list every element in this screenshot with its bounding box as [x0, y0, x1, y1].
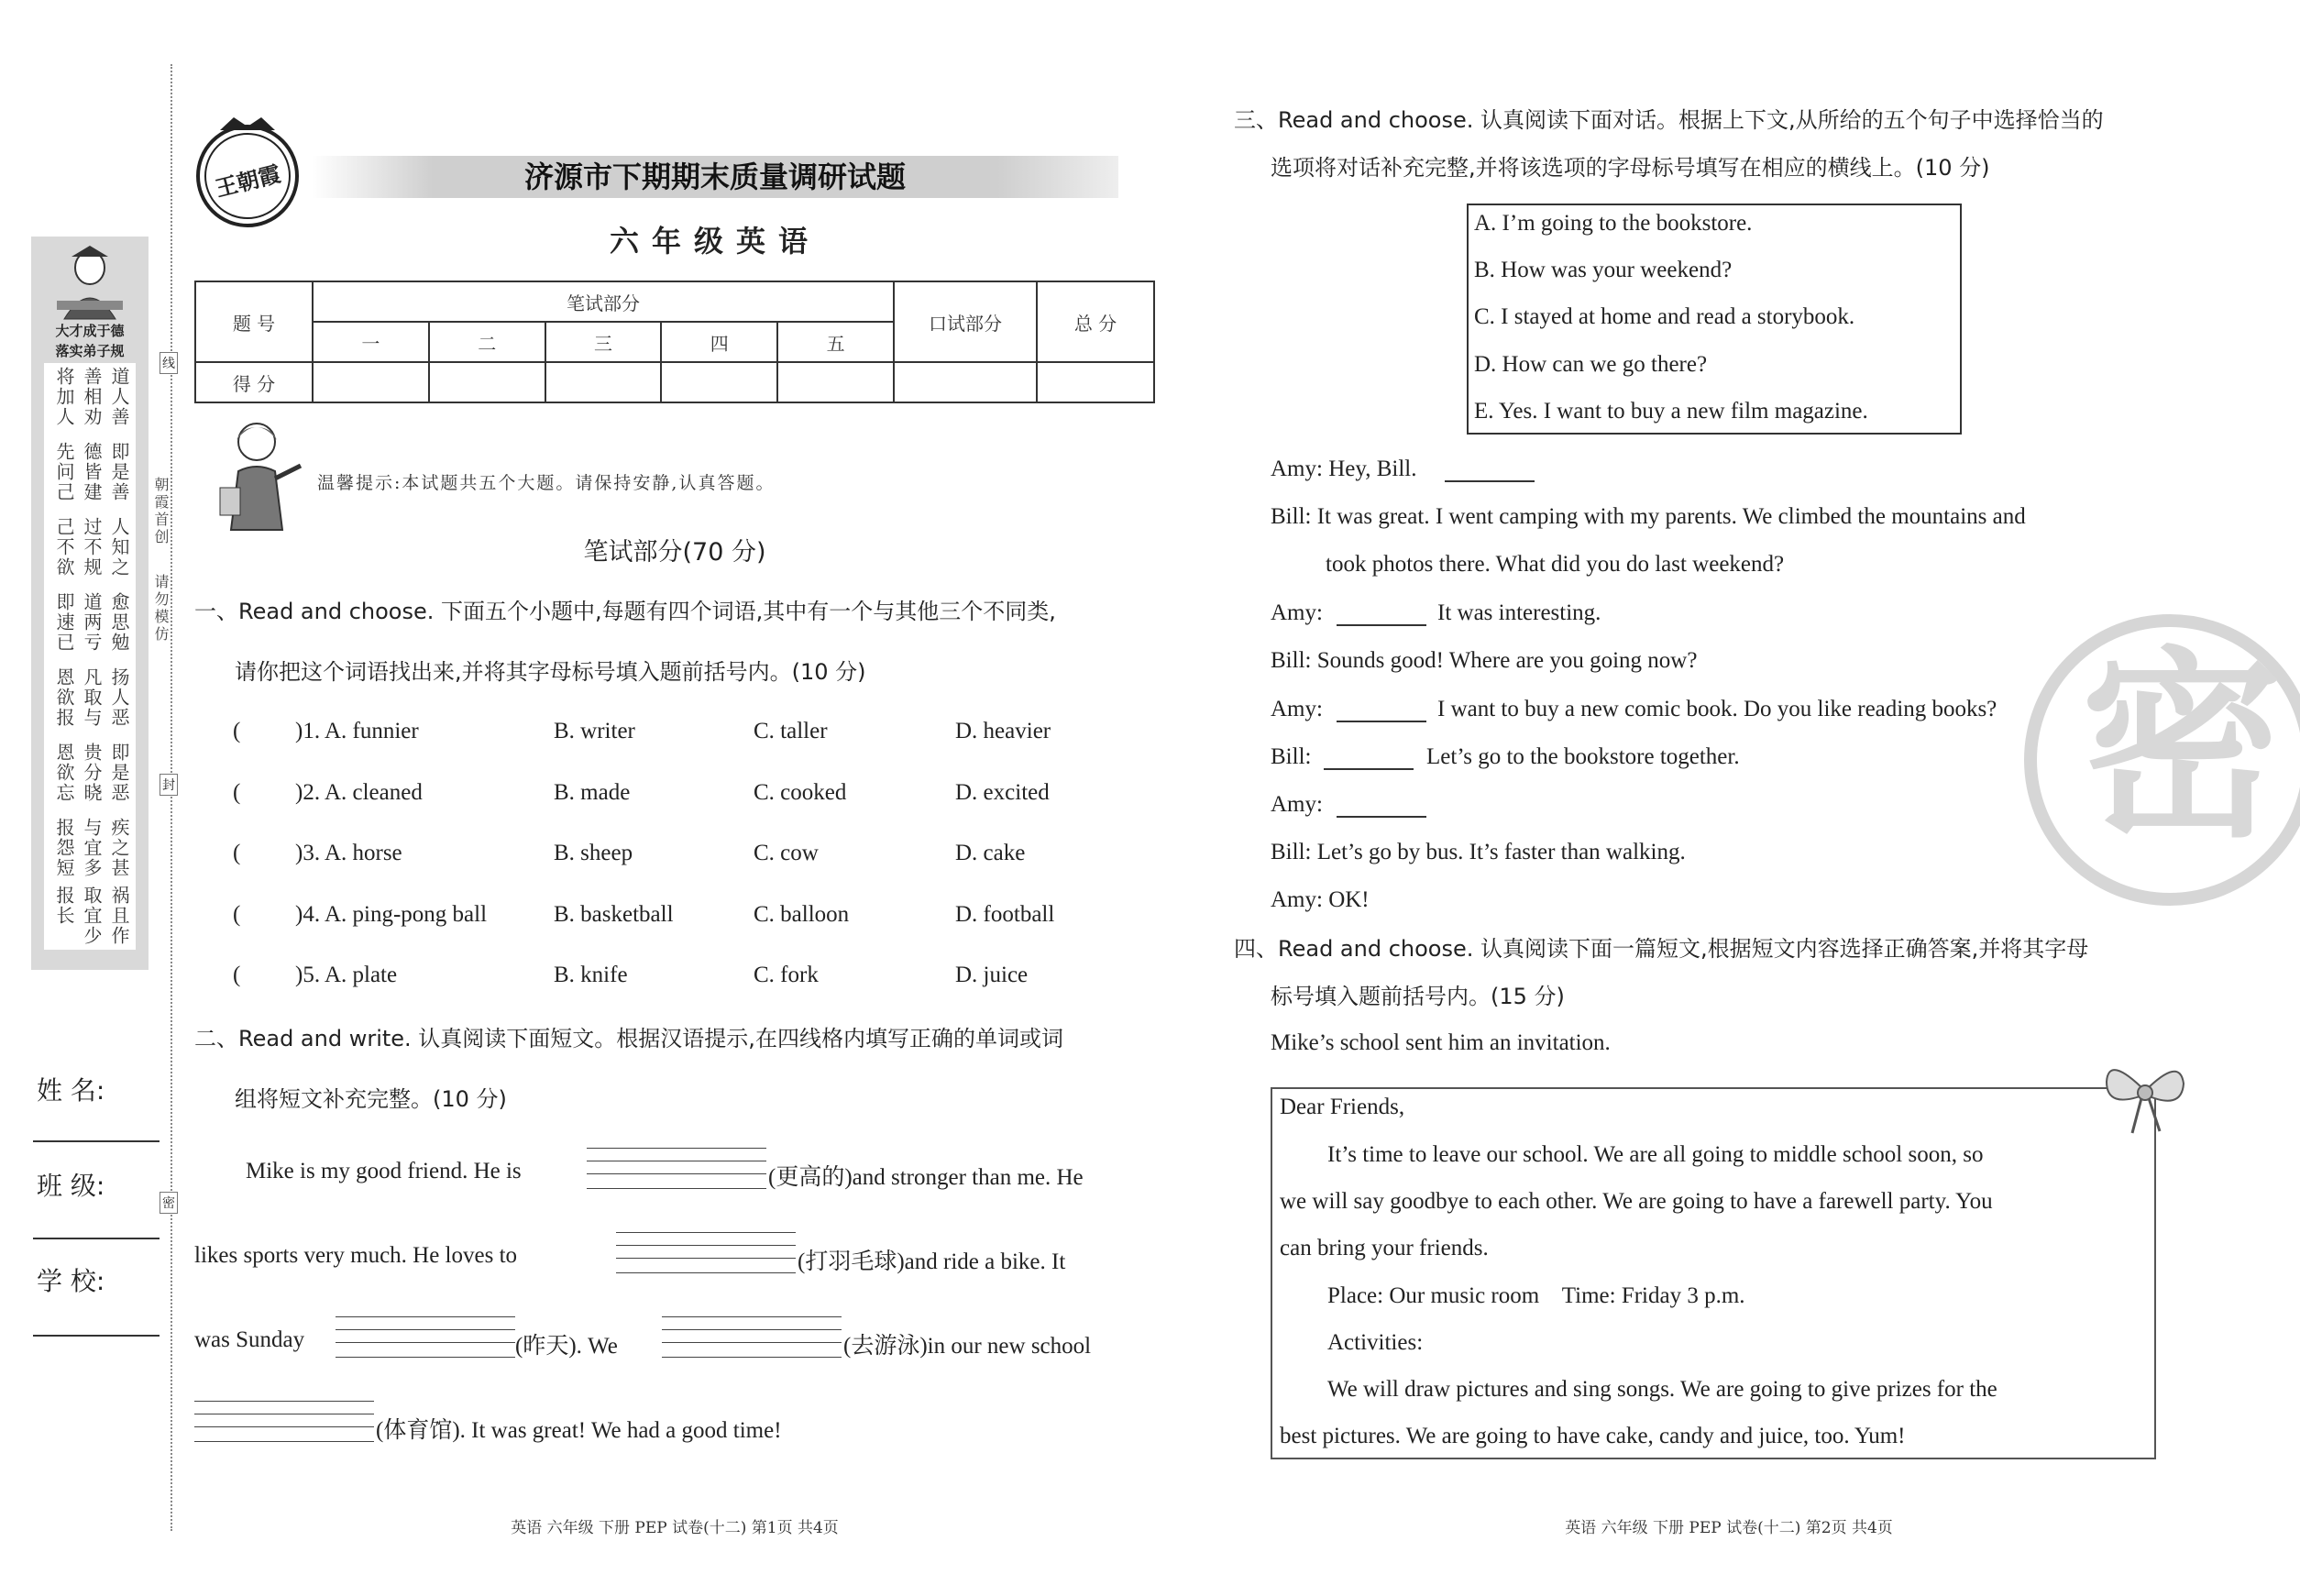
q2-option-b: B. made	[554, 780, 631, 805]
score-col: 五	[777, 322, 894, 362]
score-table	[194, 281, 1155, 403]
motto-col: 报长	[53, 886, 75, 926]
answer-grid-taller[interactable]	[587, 1148, 766, 1192]
q5-option-d: D. juice	[955, 963, 1029, 987]
vertical-note: 朝霞首创	[152, 477, 170, 546]
vertical-note: 请勿模仿	[152, 574, 170, 644]
q5-option-a: )5. A. plate	[295, 963, 398, 987]
page-subtitle: 六年级英语	[609, 224, 820, 259]
q2-option-d: D. excited	[955, 780, 1050, 805]
section4-title-cont: 标号填入题前括号内。(15 分)	[1271, 984, 1565, 1009]
tip-text: 温馨提示:本试题共五个大题。请保持安静,认真答题。	[317, 473, 776, 493]
name-field[interactable]	[33, 1140, 160, 1142]
score-col: 三	[545, 322, 662, 362]
q1-option-d: D. heavier	[955, 719, 1051, 743]
score-cell[interactable]	[313, 362, 429, 402]
letter-line: can bring your friends.	[1280, 1236, 1489, 1260]
binding-line	[171, 64, 172, 1531]
score-header-label: 题 号	[195, 281, 313, 362]
footer-left: 英语 六年级 下册 PEP 试卷(十二) 第1页 共4页	[511, 1519, 839, 1537]
q4-option-a: )4. A. ping-pong ball	[295, 902, 488, 927]
q2-option-a: )2. A. cleaned	[295, 780, 423, 805]
paren: (	[233, 902, 241, 927]
q1-option-c: C. taller	[754, 719, 828, 743]
dialog-blank5[interactable]	[1337, 816, 1426, 818]
dialog-blank1[interactable]	[1445, 480, 1535, 482]
section1-title-cont: 请你把这个词语找出来,并将其字母标号填入题前括号内。(10 分)	[235, 659, 866, 685]
paren: (	[233, 780, 241, 805]
option-d: D. How can we go there?	[1474, 352, 1708, 377]
motto-top: 大才成于德	[55, 323, 125, 339]
scholar-illustration	[44, 240, 136, 323]
q4-option-c: C. balloon	[754, 902, 850, 927]
q5-option-b: B. knife	[554, 963, 628, 987]
score-cell[interactable]	[1037, 362, 1154, 402]
passage-line2-a: likes sports very much. He loves to	[194, 1243, 518, 1268]
dialog-line4: Bill: Sounds good! Where are you going now?	[1271, 648, 1698, 673]
page-title: 济源市下期期末质量调研试题	[523, 160, 906, 194]
passage-line1-b: (更高的)and stronger than me. He	[768, 1165, 1084, 1190]
letter-line: It’s time to leave our school. We are all going to middle school soon, so	[1327, 1142, 1984, 1167]
written-part-label: 笔试部分	[313, 281, 894, 322]
dialog-line5: I want to buy a new comic book. Do you like reading books?	[1437, 697, 1997, 721]
score-row-label: 得 分	[195, 362, 313, 402]
dialog-line6: Let’s go to the bookstore together.	[1426, 744, 1740, 769]
dialog-line1: Amy: Hey, Bill.	[1271, 457, 1417, 481]
option-c: C. I stayed at home and read a storybook.	[1474, 304, 1855, 329]
dialog-blank3[interactable]	[1337, 721, 1426, 722]
motto-col: 疾之甚	[108, 818, 130, 878]
paren: (	[233, 841, 241, 865]
motto-col: 恩欲报	[53, 667, 75, 728]
section2-title-cont: 组将短文补充完整。(10 分)	[235, 1086, 507, 1112]
motto-col: 人知之	[108, 517, 130, 578]
class-field[interactable]	[33, 1238, 160, 1239]
score-cell[interactable]	[429, 362, 545, 402]
seal-mark: 密	[160, 1192, 178, 1214]
q1-option-a: )1. A. funnier	[295, 719, 419, 743]
motto-col: 善相劝	[81, 367, 103, 427]
passage-line4-b: (体育馆). It was great! We had a good time!	[376, 1418, 782, 1443]
option-e: E. Yes. I want to buy a new film magazine.	[1474, 399, 1868, 424]
score-col: 一	[313, 322, 429, 362]
motto-col: 即是善	[108, 442, 130, 502]
class-label: 班 级:	[37, 1171, 105, 1201]
q3-option-c: C. cow	[754, 841, 819, 865]
section4-title: 四、Read and choose. 认真阅读下面一篇短文,根据短文内容选择正确答案,并将其字母	[1234, 936, 2089, 962]
q3-option-b: B. sheep	[554, 841, 633, 865]
motto-col: 扬人恶	[108, 667, 130, 728]
motto-col: 与宜多	[81, 818, 103, 878]
score-cell[interactable]	[777, 362, 894, 402]
footer-right: 英语 六年级 下册 PEP 试卷(十二) 第2页 共4页	[1565, 1519, 1893, 1537]
q2-option-c: C. cooked	[754, 780, 847, 805]
seal-mark: 封	[160, 774, 178, 796]
dialog-blank2[interactable]	[1337, 624, 1426, 626]
q4-option-b: B. basketball	[554, 902, 674, 927]
passage-line3-b: (昨天). We	[515, 1334, 618, 1359]
letter-place-time: Place: Our music room Time: Friday 3 p.m.	[1327, 1283, 1745, 1308]
letter-greeting: Dear Friends,	[1280, 1095, 1405, 1119]
score-cell[interactable]	[661, 362, 777, 402]
score-cell[interactable]	[545, 362, 662, 402]
letter-line: best pictures. We are going to have cake, candy and juice, too. Yum!	[1280, 1424, 1906, 1448]
paren: (	[233, 963, 241, 987]
school-field[interactable]	[33, 1335, 160, 1337]
answer-grid-yesterday[interactable]	[336, 1316, 515, 1360]
motto-col: 即是恶	[108, 743, 130, 803]
passage-line1-a: Mike is my good friend. He is	[246, 1159, 522, 1183]
section3-title-cont: 选项将对话补充完整,并将该选项的字母标号填写在相应的横线上。(10 分)	[1271, 155, 1990, 181]
teacher-illustration	[211, 414, 303, 534]
letter-line: We will draw pictures and sing songs. We are going to give prizes for the	[1327, 1377, 1997, 1402]
total-label: 总 分	[1037, 281, 1154, 362]
dialog-blank4[interactable]	[1324, 768, 1414, 770]
written-heading: 笔试部分(70 分)	[583, 538, 766, 567]
motto-col: 报怨短	[53, 818, 75, 878]
dialog-speaker: Bill:	[1271, 744, 1312, 769]
motto-columns	[44, 363, 136, 950]
motto-col: 道人善	[108, 367, 130, 427]
motto-col: 先问己	[53, 442, 75, 502]
section2-title: 二、Read and write. 认真阅读下面短文。根据汉语提示,在四线格内填写正确的单词或词	[194, 1026, 1063, 1051]
q3-option-a: )3. A. horse	[295, 841, 402, 865]
passage-line3-a: was Sunday	[194, 1327, 305, 1352]
answer-grid-badminton[interactable]	[616, 1232, 796, 1276]
motto-col: 道两亏	[81, 592, 103, 653]
logo-text: 王朝霞	[213, 160, 283, 203]
motto-col: 恩欲忘	[53, 743, 75, 803]
motto-col: 愈思勉	[108, 592, 130, 653]
seal-mark: 线	[160, 352, 178, 374]
passage-line3-c: (去游泳)in our new school	[843, 1334, 1092, 1359]
motto-col: 将加人	[53, 367, 75, 427]
motto-col: 过不规	[81, 517, 103, 578]
dialog-line9: Amy: OK!	[1271, 887, 1370, 912]
dialog-line3: It was interesting.	[1437, 600, 1601, 625]
dialog-speaker: Amy:	[1271, 697, 1323, 721]
name-label: 姓 名:	[37, 1075, 105, 1106]
section1-title: 一、Read and choose. 下面五个小题中,每题有四个词语,其中有一个与其他三个不同类,	[194, 599, 1056, 624]
score-col: 二	[429, 322, 545, 362]
motto-col: 德皆建	[81, 442, 103, 502]
q5-option-c: C. fork	[754, 963, 819, 987]
motto-col: 取宜少	[81, 886, 103, 946]
paren: (	[233, 719, 241, 743]
school-label: 学 校:	[37, 1266, 105, 1296]
dialog-line8: Bill: Let’s go by bus. It’s faster than walking.	[1271, 840, 1686, 864]
motto-bottom: 落实弟子规	[55, 343, 125, 359]
letter-line: we will say goodbye to each other. We are going to have a farewell party. You	[1280, 1189, 1993, 1214]
dialog-speaker: Amy:	[1271, 600, 1323, 625]
answer-grid-gym[interactable]	[194, 1401, 374, 1445]
letter-activities-label: Activities:	[1327, 1330, 1424, 1355]
motto-col: 凡取与	[81, 667, 103, 728]
motto-col: 即速已	[53, 592, 75, 653]
motto-col: 祸且作	[108, 886, 130, 946]
section3-title: 三、Read and choose. 认真阅读下面对话。根据上下文,从所给的五个句子中选择恰当的	[1234, 107, 2104, 133]
dialog-line2-cont: took photos there. What did you do last weekend?	[1326, 552, 1785, 577]
answer-grid-swimming[interactable]	[662, 1316, 842, 1360]
watermark-text: 密	[2081, 630, 2283, 864]
dialog-line2: Bill: It was great. I went camping with my parents. We climbed the mountains and	[1271, 504, 2026, 529]
option-a: A. I’m going to the bookstore.	[1474, 211, 1753, 236]
score-cell[interactable]	[894, 362, 1037, 402]
q1-option-b: B. writer	[554, 719, 635, 743]
option-b: B. How was your weekend?	[1474, 258, 1733, 282]
bow-decoration	[2099, 1054, 2191, 1137]
passage-line2-b: (打羽毛球)and ride a bike. It	[798, 1249, 1066, 1274]
oral-part-label: 口试部分	[894, 281, 1037, 362]
q3-option-d: D. cake	[955, 841, 1026, 865]
section4-intro: Mike’s school sent him an invitation.	[1271, 1030, 1611, 1055]
score-col: 四	[661, 322, 777, 362]
motto-col: 贵分晓	[81, 743, 103, 803]
q4-option-d: D. football	[955, 902, 1055, 927]
dialog-speaker: Amy:	[1271, 792, 1323, 817]
motto-col: 己不欲	[53, 517, 75, 578]
